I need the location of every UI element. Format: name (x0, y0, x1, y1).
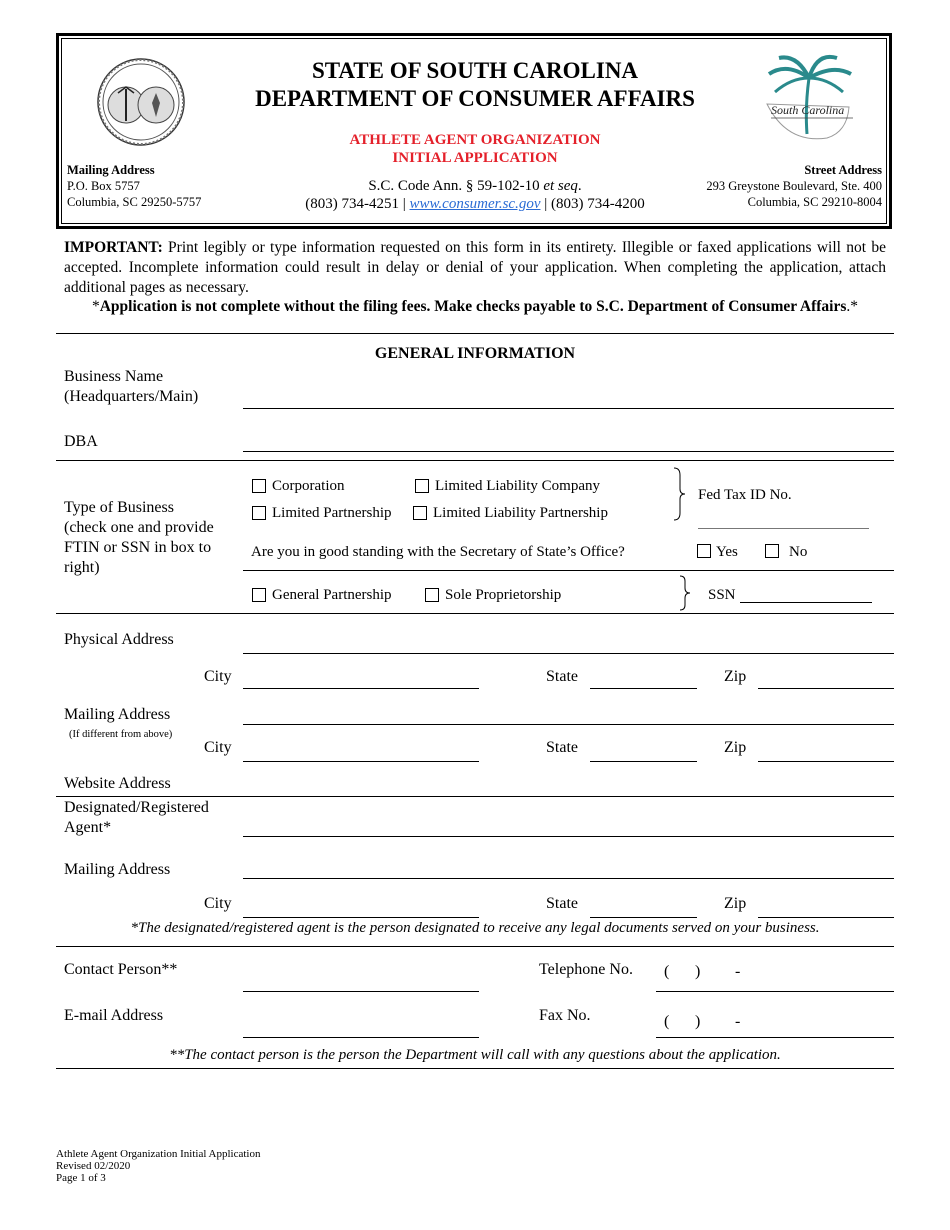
zip-label: Zip (724, 739, 747, 756)
sole-proprietorship-label: Sole Proprietorship (445, 587, 562, 603)
mailing-address-label: Mailing Address (64, 706, 171, 723)
llc-label: Limited Liability Company (435, 478, 600, 494)
yes-checkbox[interactable] (697, 544, 711, 558)
contact-line: (803) 734-4251 | www.consumer.sc.gov | (803) 734-4200 (305, 196, 645, 212)
fed-tax-id-label: Fed Tax ID No. (698, 487, 792, 503)
agent-mailing-address-label: Mailing Address (64, 861, 171, 878)
email-label: E-mail Address (64, 1007, 164, 1024)
mailing-state-field[interactable] (590, 761, 697, 762)
state-label: State (546, 895, 578, 912)
city-label: City (204, 668, 232, 685)
physical-address-field[interactable] (243, 653, 894, 654)
fed-tax-id-field[interactable] (698, 528, 869, 529)
no-checkbox[interactable] (765, 544, 779, 558)
dba-label: DBA (64, 433, 98, 450)
agent-city-field[interactable] (243, 917, 479, 918)
llp-checkbox[interactable] (413, 506, 427, 520)
contact-person-label: Contact Person** (64, 961, 178, 978)
fax-paren-open: ( (664, 1013, 670, 1030)
logo-text: South Carolina (771, 103, 845, 117)
physical-state-field[interactable] (590, 688, 697, 689)
form-title-line1: ATHLETE AGENT ORGANIZATION (349, 132, 601, 148)
divider (56, 460, 894, 461)
state-label: State (546, 739, 578, 756)
contact-person-field[interactable] (243, 991, 479, 992)
right-brace-icon (678, 575, 694, 611)
department-title: DEPARTMENT OF CONSUMER AFFAIRS (255, 86, 695, 111)
physical-zip-field[interactable] (758, 688, 894, 689)
sole-proprietorship-checkbox[interactable] (425, 588, 439, 602)
code-citation: S.C. Code Ann. § 59-102-10 et seq. (368, 178, 582, 194)
agent-mailing-address-field[interactable] (243, 878, 894, 879)
fees-notice: *Application is not complete without the filing fees. Make checks payable to S.C. Department of Consumer Affairs.* (91, 298, 859, 315)
corporation-label: Corporation (272, 478, 345, 494)
email-field[interactable] (243, 1037, 479, 1038)
fax-dash: - (735, 1013, 741, 1030)
right-brace-icon (672, 467, 688, 521)
telephone-paren-close: ) (695, 963, 701, 980)
mailing-zip-field[interactable] (758, 761, 894, 762)
dba-field[interactable] (243, 451, 894, 452)
divider (56, 613, 894, 614)
mailing-address-field[interactable] (243, 724, 894, 725)
zip-label: Zip (724, 668, 747, 685)
physical-city-field[interactable] (243, 688, 479, 689)
business-name-field[interactable] (243, 408, 894, 409)
mailing-address-block: Mailing Address P.O. Box 5757 Columbia, SC 29250-5757 (67, 163, 202, 209)
corporation-checkbox[interactable] (252, 479, 266, 493)
type-of-business-label: Type of Business (check one and provide FTIN or SSN in box to right) (64, 499, 214, 576)
no-label: No (789, 544, 808, 560)
limited-partnership-label: Limited Partnership (272, 505, 392, 521)
general-partnership-label: General Partnership (272, 587, 392, 603)
fax-field[interactable] (656, 1037, 894, 1038)
llc-checkbox[interactable] (415, 479, 429, 493)
zip-label: Zip (724, 895, 747, 912)
telephone-dash: - (735, 963, 741, 980)
city-label: City (204, 895, 232, 912)
telephone-paren-open: ( (664, 963, 670, 980)
limited-partnership-checkbox[interactable] (252, 506, 266, 520)
agent-note: *The designated/registered agent is the person designated to receive any legal documents served on your business. (130, 920, 820, 936)
fax-paren-close: ) (695, 1013, 701, 1030)
footer: Athlete Agent Organization Initial Application Revised 02/2020 Page 1 of 3 (56, 1148, 261, 1184)
good-standing-question: Are you in good standing with the Secretary of State’s Office? (251, 544, 625, 560)
registered-agent-field[interactable] (243, 836, 894, 837)
if-different-note: (If different from above) (69, 729, 173, 740)
state-label: State (546, 668, 578, 685)
llp-label: Limited Liability Partnership (433, 505, 608, 521)
agent-state-field[interactable] (590, 917, 697, 918)
physical-address-label: Physical Address (64, 631, 174, 648)
state-title: STATE OF SOUTH CAROLINA (311, 58, 639, 83)
divider (56, 946, 894, 947)
divider (56, 1068, 894, 1069)
mailing-city-field[interactable] (243, 761, 479, 762)
telephone-field[interactable] (656, 991, 894, 992)
telephone-label: Telephone No. (539, 961, 633, 978)
form-title-line2: INITIAL APPLICATION (392, 150, 558, 166)
section-title: GENERAL INFORMATION (374, 345, 576, 362)
city-label: City (204, 739, 232, 756)
agent-zip-field[interactable] (758, 917, 894, 918)
divider (243, 570, 894, 571)
ssn-label: SSN (708, 587, 736, 603)
important-notice: IMPORTANT: Print legibly or type information requested on this form in its entirety. Illegible or faxed applications will not be accepted. Incomplete information could result in delay or denial of your application. When completing the application, attach additional pages as necessary. (64, 239, 886, 296)
website-link[interactable]: www.consumer.sc.gov (409, 196, 541, 212)
website-address-label: Website Address (64, 775, 171, 792)
fax-label: Fax No. (539, 1007, 591, 1024)
divider (56, 333, 894, 334)
website-address-field[interactable] (56, 796, 894, 797)
street-address-block: Street Address 293 Greystone Boulevard, Ste. 400 Columbia, SC 29210-8004 (706, 163, 882, 209)
business-name-label: Business Name (Headquarters/Main) (64, 368, 199, 405)
contact-note: **The contact person is the person the Department will call with any questions about the application. (169, 1047, 781, 1063)
yes-label: Yes (716, 544, 738, 560)
registered-agent-label: Designated/Registered Agent* (64, 799, 209, 836)
general-partnership-checkbox[interactable] (252, 588, 266, 602)
ssn-field[interactable] (740, 602, 872, 603)
